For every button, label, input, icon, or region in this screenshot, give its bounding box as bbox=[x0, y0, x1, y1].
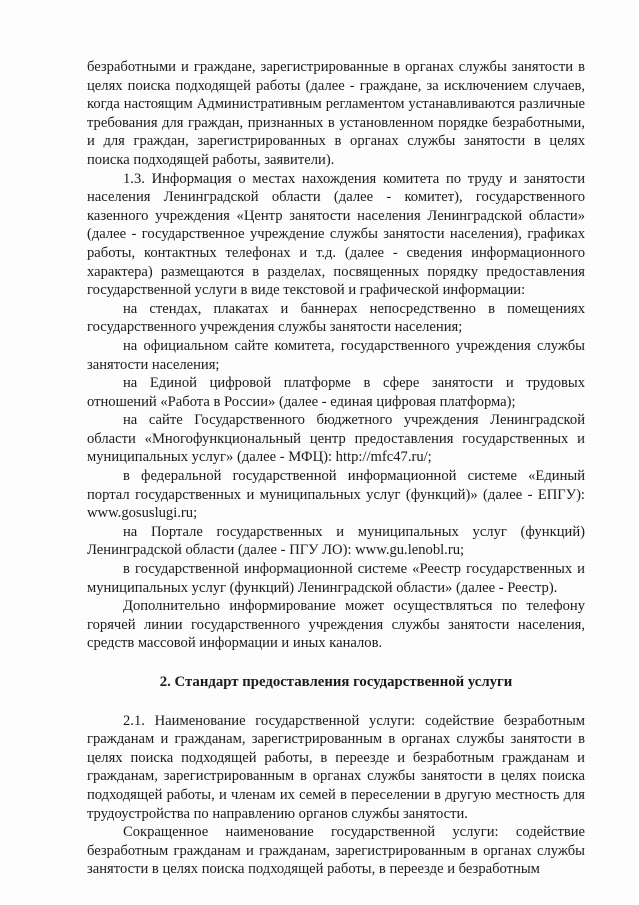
paragraphs-bottom bbox=[87, 712, 585, 879]
paragraph-continuation: безработными и граждане, зарегистрированные в органах службы занятости в целях поиска подходящей работы (далее - граждане, за исключением случаев, когда настоящим Административным регламентом устанавливаются различные требования для граждан, признанных в установленном порядке безработными, и для граждан, зарегистрированных в органах службы занятости в целях поиска подходящей работы, заявители). bbox=[87, 59, 585, 168]
paragraphs-top bbox=[87, 58, 585, 653]
list-item-mfc-site: на сайте Государственного бюджетного учреждения Ленинградской области «Многофункциональный центр предоставления государственных и муниципальных услуг» (далее - МФЦ): http://mfc47.ru/; bbox=[87, 412, 585, 466]
paragraph-additional-info: Дополнительно информирование может осуществляться по телефону горячей линии государственного учреждения службы занятости населения, средств массовой информации и иных каналов. bbox=[87, 598, 585, 652]
list-item-pgu-lo: на Портале государственных и муниципальных услуг (функций) Ленинградской области (далее - ПГУ ЛО): www.gu.lenobl.ru; bbox=[87, 523, 585, 559]
paragraph-short-name: Сокращенное наименование государственной услуги: содействие безработным гражданам и гражданам, зарегистрированным в органах службы занятости в целях поиска подходящей работы, в переезде и безработным bbox=[87, 824, 585, 878]
list-item-digital-platform: на Единой цифровой платформе в сфере занятости и трудовых отношений «Работа в России» (далее - единая цифровая платформа); bbox=[87, 375, 585, 410]
list-item-epgu: в федеральной государственной информационной системе «Единый портал государственных и муниципальных услуг (функций)» (далее - ЕПГУ): www.gosuslugi.ru; bbox=[87, 468, 585, 522]
list-item-registry: в государственной информационной системе «Реестр государственных и муниципальных услуг (функций) Ленинградской области» (далее - Реестр). bbox=[87, 561, 585, 596]
section-heading: 2. Стандарт предоставления государственной услуги bbox=[159, 674, 513, 690]
paragraph-1-3: 1.3. Информация о местах нахождения комитета по труду и занятости населения Ленинградской области (далее - комитет), государственного казенного учреждения «Центр занятости населения Ленинградской области» (далее - государственное учреждение службы занятости населения), графиках работы, контактных телефонах и т.д. (далее - сведения информационного характера) размещаются в разделах, посвященных порядку предоставления государственной услуги в виде текстовой и графической информации: bbox=[87, 170, 585, 299]
list-item-stands: на стендах, плакатах и баннерах непосредственно в помещениях государственного учреждения службы занятости населения; bbox=[87, 300, 585, 336]
paragraph-2-1: 2.1. Наименование государственной услуги: содействие безработным гражданам и гражданам, зарегистрированным в органах службы занятости в целях поиска подходящей работы, в переезде и безработным гражданам и гражданам, зарегистрированным в органах службы занятости в целях поиска подходящей работы, и членам их семей в переселении в другую местность для трудоустройства по направлению органов службы занятости. bbox=[87, 712, 585, 822]
list-item-official-site: на официальном сайте комитета, государственного учреждения службы занятости населения; bbox=[87, 337, 585, 373]
